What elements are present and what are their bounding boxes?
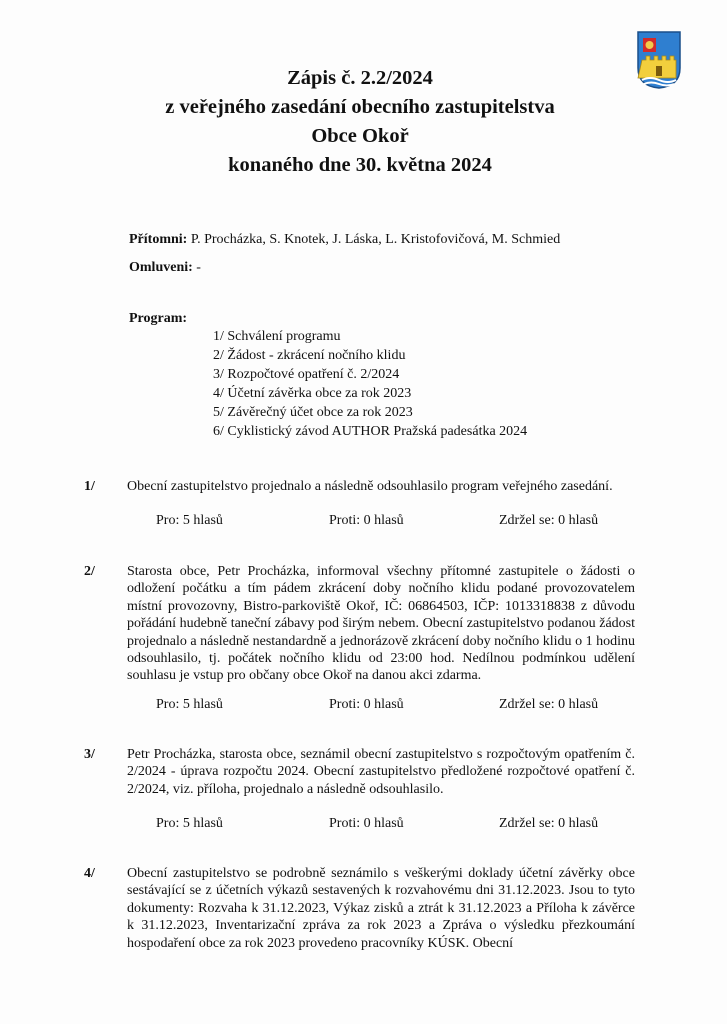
program-item: 1/ Schválení programu	[213, 329, 341, 344]
municipal-coat-of-arms-icon	[636, 30, 682, 90]
program-item: 6/ Cyklistický závod AUTHOR Pražská padesátka 2024	[213, 424, 528, 439]
program-label: Program:	[129, 311, 188, 326]
excused-line	[129, 259, 201, 277]
vote-pro: Pro: 5 hlasů	[156, 816, 223, 831]
vote-pro: Pro: 5 hlasů	[156, 697, 223, 712]
item-text: Starosta obce, Petr Procházka, informoval všechny přítomné zastupitele o žádosti o odložení počátku a tím pádem zkrácení doby nočního klidu podané provozovatelem místní provozovny, Bistro-parkoviště Okoř, IČ: 06864503, IČP: 1013318838 z důvodu pořádání hudebně taneční zábavy pod širým nebem. Obecní zastupitelstvo podanou žádost projednalo a následně nestandardně a jednorázově zkrácení doby nočního klidu o 1 hodinu odsouhlasilo, tj. počátek nočního klidu od 23:00 hod. Nedílnou podmínkou udělení souhlasu je vstup pro občany obce Okoř na danou akci zdarma.	[127, 564, 635, 684]
title-line-1: Zápis č. 2.2/2024	[287, 67, 433, 89]
document-title	[100, 64, 620, 180]
vote-pro: Pro: 5 hlasů	[156, 513, 223, 528]
absent-value: -	[196, 260, 201, 275]
title-line-2: z veřejného zasedání obecního zastupitelstva	[165, 96, 555, 118]
vote-zdrzel: Zdržel se: 0 hlasů	[499, 816, 599, 831]
vote-zdrzel: Zdržel se: 0 hlasů	[499, 513, 599, 528]
title-line-3: Obce Okoř	[311, 125, 409, 147]
absent-label: Omluveni:	[129, 260, 193, 275]
item-text: Obecní zastupitelstvo projednalo a následně odsouhlasilo program veřejného zasedání.	[127, 479, 613, 494]
present-label: Přítomni:	[129, 232, 188, 247]
item-number: 1/	[84, 479, 95, 494]
program-item: 3/ Rozpočtové opatření č. 2/2024	[213, 367, 400, 382]
present-value: P. Procházka, S. Knotek, J. Láska, L. Kristofovičová, M. Schmied	[190, 232, 561, 247]
vote-proti: Proti: 0 hlasů	[329, 816, 404, 831]
attendees-line	[129, 231, 560, 249]
item-number: 3/	[84, 747, 95, 762]
program-item: 5/ Závěrečný účet obce za rok 2023	[213, 405, 413, 420]
item-number: 2/	[84, 564, 95, 579]
title-line-4: konaného dne 30. května 2024	[228, 154, 492, 176]
vote-zdrzel: Zdržel se: 0 hlasů	[499, 697, 599, 712]
program-item: 4/ Účetní závěrka obce za rok 2023	[213, 386, 412, 401]
item-number: 4/	[84, 866, 95, 881]
program-item: 2/ Žádost - zkrácení nočního klidu	[213, 348, 406, 363]
vote-proti: Proti: 0 hlasů	[329, 513, 404, 528]
item-text: Petr Procházka, starosta obce, seznámil obecní zastupitelstvo s rozpočtovým opatřením č. 2/2024 - úprava rozpočtu 2024. Obecní zastupitelstvo předložené rozpočtové opatření č. 2/2024, viz. příloha, projednalo a následně odsouhlasilo.	[127, 747, 635, 797]
program-list	[213, 327, 527, 441]
vote-proti: Proti: 0 hlasů	[329, 697, 404, 712]
item-text: Obecní zastupitelstvo se podrobně seznámilo s veškerými doklady účetní závěrky obce sestávající se z účetních výkazů sestavených k rozvahovému dni 31.12.2023. Jsou to tyto dokumenty: Rozvaha k 31.12.2023, Výkaz zisků a ztrát k 31.12.2023 a Příloha k závěrce k 31.12.2023, Inventarizační zpráva za rok 2023 a Zpráva o výsledku přezkoumání hospodaření obce za rok 2023 provedeno pracovníky KÚSK. Obecní	[127, 866, 635, 951]
